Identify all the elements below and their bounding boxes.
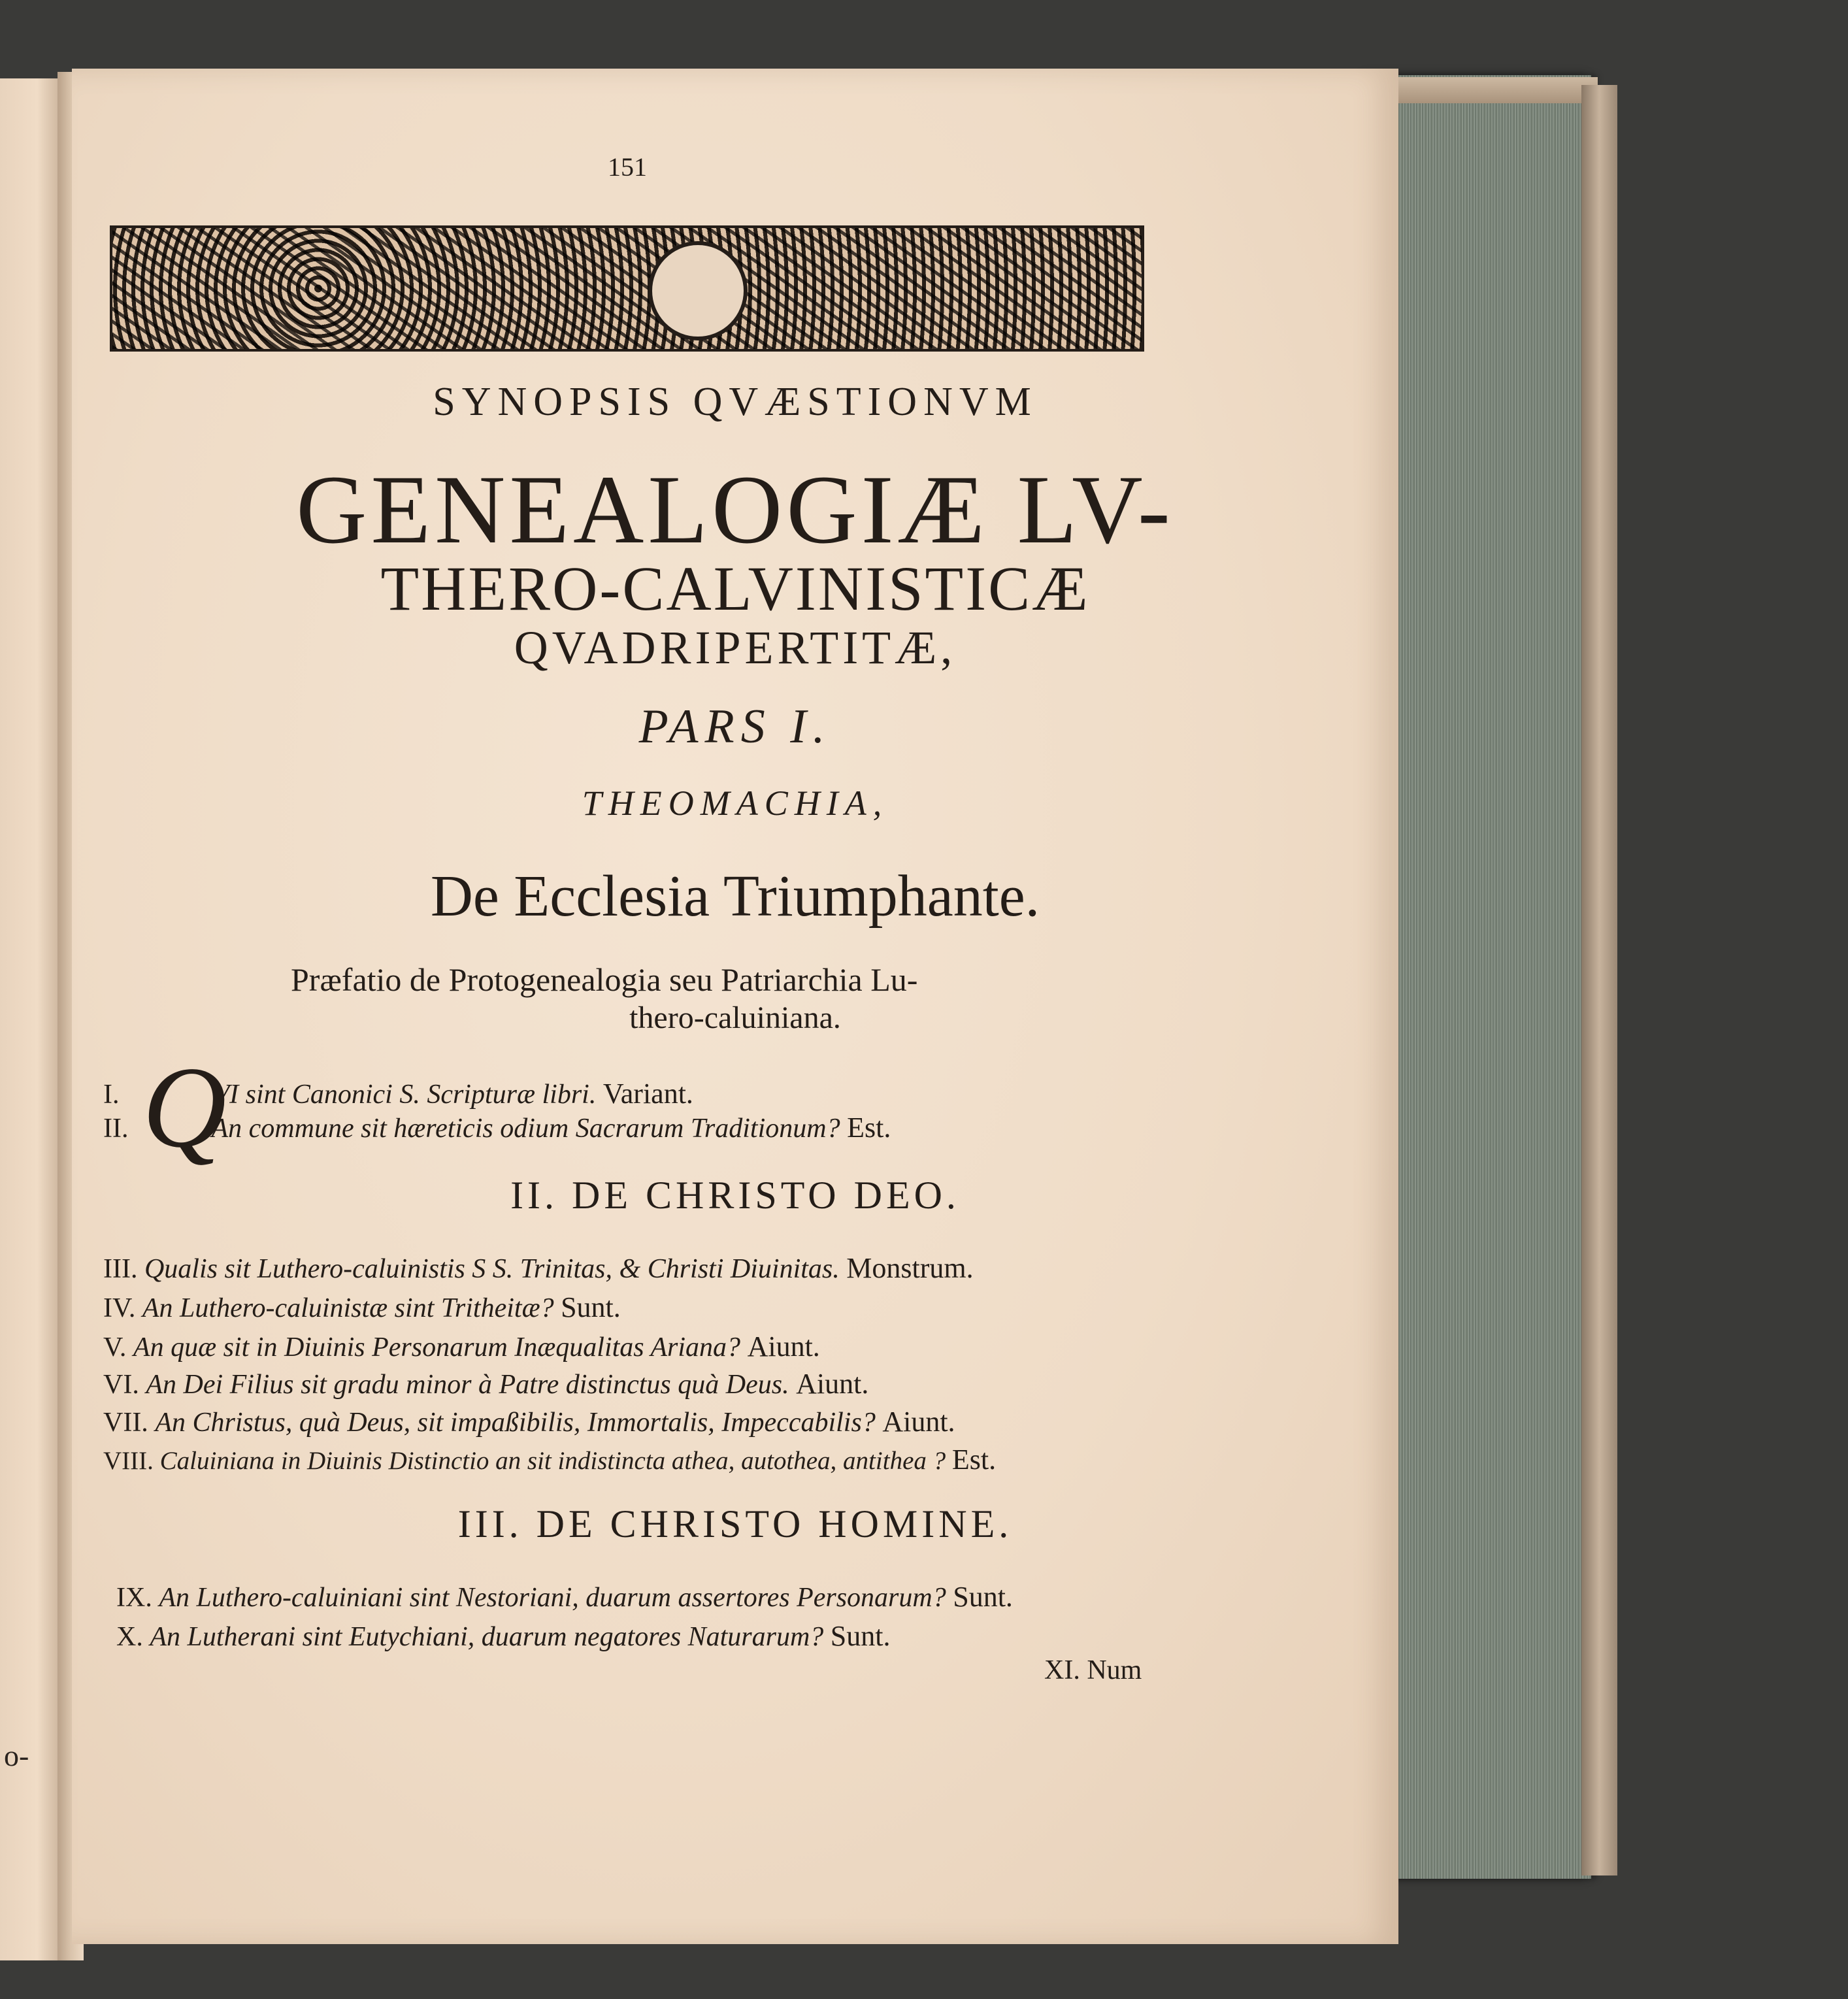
question-answer: Sunt. (561, 1291, 621, 1323)
title-line-1: GENEALOGIÆ LV- (296, 455, 1174, 564)
question-line (116, 1580, 1013, 1613)
question-line (103, 1077, 693, 1110)
question-text: An commune sit hæreticis odium Sacrarum Traditionum? (211, 1114, 840, 1144)
question-answer: Variant. (602, 1078, 693, 1110)
question-number: VI. (103, 1370, 139, 1400)
drop-capital: Q (142, 1042, 227, 1172)
question-text: An Christus, quà Deus, sit impaßibilis, Immortalis, Impeccabilis? (155, 1408, 876, 1438)
question-number: IX. (116, 1583, 152, 1613)
question-answer: Aiunt. (747, 1330, 820, 1363)
question-text: VI sint Canonici S. Scripturæ libri. (212, 1080, 597, 1110)
question-number: I. (103, 1080, 120, 1110)
cover-edge (1581, 85, 1617, 1875)
ornament-pattern (112, 228, 1142, 349)
question-number: V. (103, 1332, 127, 1363)
left-page (0, 78, 62, 1960)
page-edges (1369, 75, 1591, 1879)
section-heading-christo-deo: II. DE CHRISTO DEO. (510, 1174, 960, 1217)
page-number: 151 (608, 152, 647, 182)
question-line (103, 1367, 868, 1400)
question-text: An Lutherani sint Eutychiani, duarum negatores Naturarum? (150, 1622, 824, 1652)
preface-line-2: thero-caluiniana. (629, 1000, 841, 1035)
headpiece-ornament (110, 225, 1144, 352)
question-number: III. (103, 1254, 138, 1284)
question-text: Caluiniana in Diuinis Distinctio an sit indistincta athea, autothea, antithea ? (159, 1447, 946, 1475)
question-text: An Luthero-caluiniani sint Nestoriani, duarum assertores Personarum? (159, 1583, 946, 1613)
question-line (103, 1291, 621, 1324)
question-line (103, 1330, 820, 1363)
question-answer: Monstrum. (846, 1252, 974, 1284)
question-number: II. (103, 1114, 129, 1144)
question-answer: Aiunt. (796, 1368, 869, 1400)
question-text: An Luthero-caluinistæ sint Tritheitæ? (142, 1293, 554, 1323)
question-number: VII. (103, 1408, 148, 1438)
ornament-face-medallion (648, 241, 748, 340)
synopsis-heading: SYNOPSIS QVÆSTIONVM (433, 380, 1038, 424)
question-text: Qualis sit Luthero-caluinistis S S. Trinitas, & Christi Diuinitas. (144, 1254, 840, 1284)
question-answer: Sunt. (953, 1581, 1013, 1613)
subject-heading: De Ecclesia Triumphante. (430, 864, 1040, 929)
question-line (116, 1619, 890, 1653)
question-number: VIII. (103, 1447, 154, 1475)
question-line (103, 1405, 955, 1438)
preface-line-1: Præfatio de Protogenealogia seu Patriarchia Lu- (291, 961, 918, 998)
left-page-fragment: o- (4, 1739, 29, 1772)
question-answer: Est. (847, 1112, 891, 1144)
question-line (103, 1443, 996, 1476)
part-heading: PARS I. (638, 700, 832, 753)
title-line-2: THERO-CALVINISTICÆ (380, 553, 1090, 623)
question-number: IV. (103, 1293, 136, 1323)
question-answer: Est. (951, 1444, 997, 1476)
question-answer: Aiunt. (882, 1406, 955, 1438)
question-line (103, 1111, 891, 1144)
title-line-3: QVADRIPERTITÆ, (514, 621, 957, 674)
section-heading-christo-homine: III. DE CHRISTO HOMINE. (457, 1502, 1013, 1545)
question-number: X. (116, 1622, 143, 1652)
question-answer: Sunt. (830, 1620, 891, 1652)
section-heading-theomachia: THEOMACHIA, (582, 784, 889, 823)
catchword: XI. Num (1044, 1655, 1142, 1685)
question-line (103, 1251, 974, 1285)
question-text: An quæ sit in Diuinis Personarum Inæqualitas Ariana? (133, 1332, 741, 1363)
question-text: An Dei Filius sit gradu minor à Patre distinctus quà Deus. (146, 1370, 789, 1400)
